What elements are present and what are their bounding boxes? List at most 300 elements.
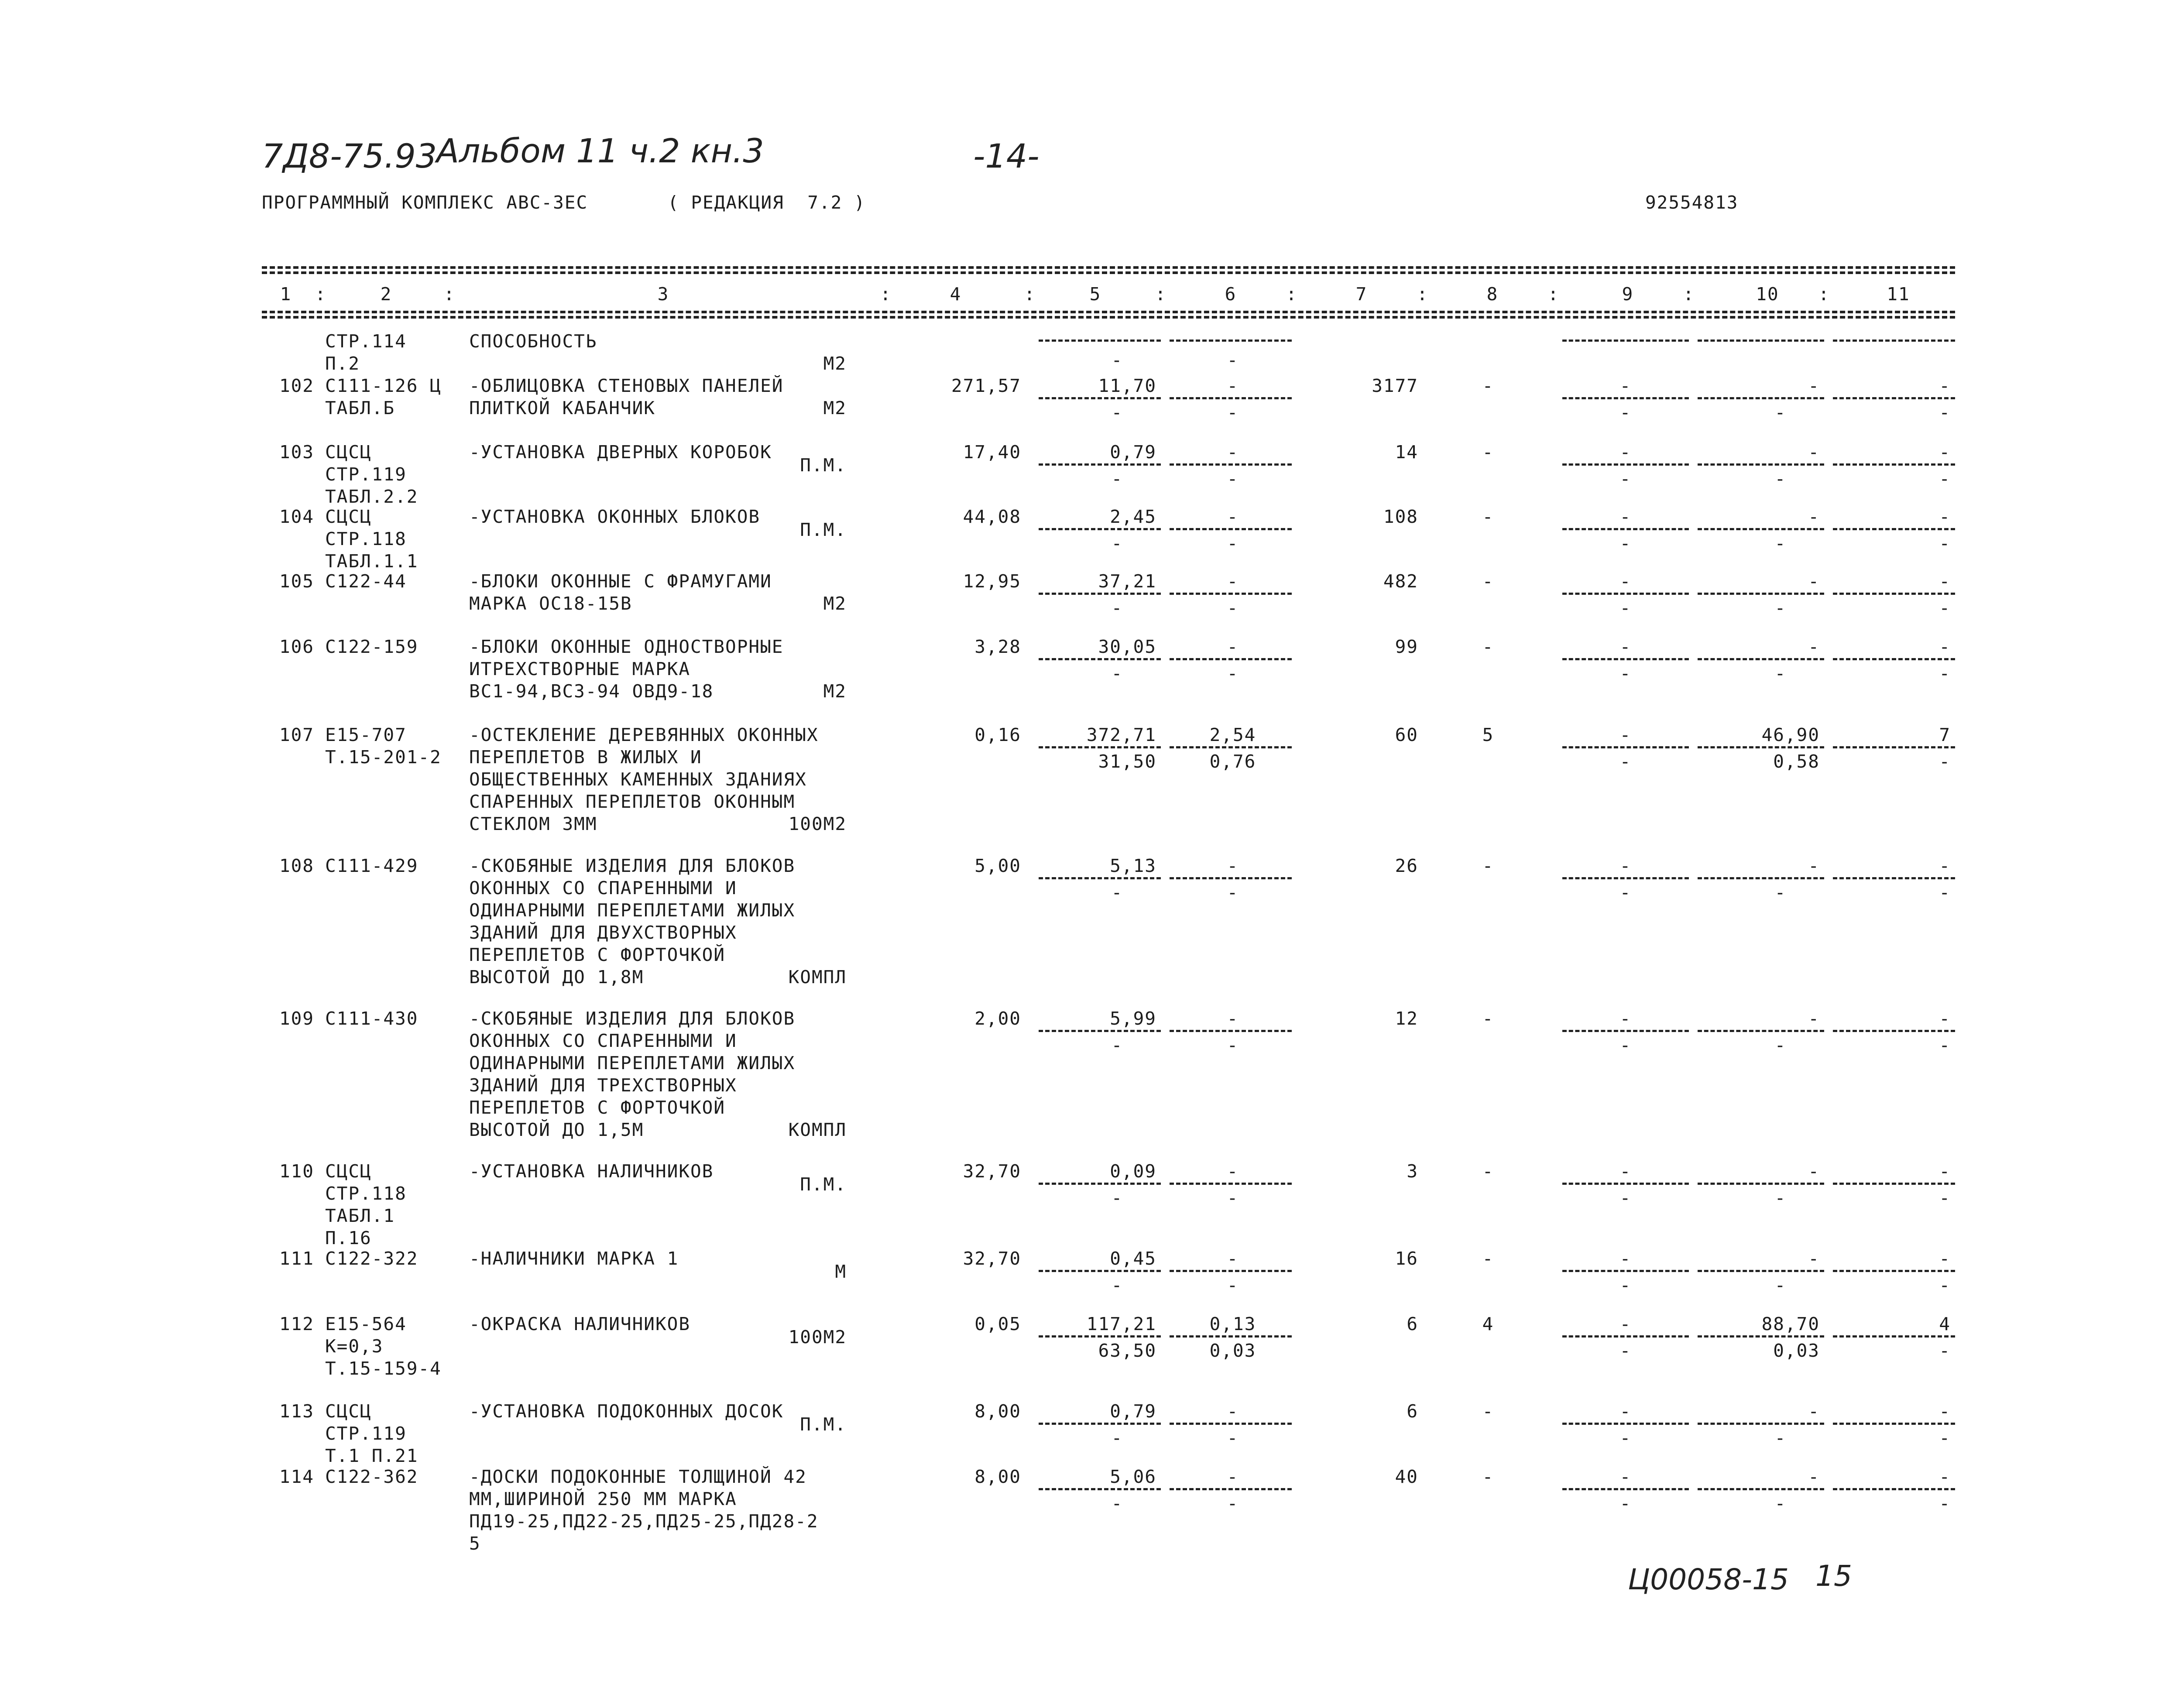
row-col8: 4	[1482, 1314, 1494, 1334]
row-col5-sub: 63,50	[1098, 1340, 1156, 1361]
row-col8: -	[1482, 636, 1494, 657]
row-unit: КОМПЛ	[788, 967, 847, 988]
row-col11-sub: -	[1939, 1275, 1951, 1296]
row-col10: -	[1808, 1008, 1820, 1029]
row-unit: 100М2	[788, 1327, 847, 1348]
row-col7: 3	[1407, 1161, 1418, 1182]
cell-separator	[1833, 658, 1955, 660]
row-col5: 11,70	[1098, 375, 1156, 396]
column-number-3: 3	[657, 284, 669, 305]
row-code: Е15-707	[325, 724, 407, 745]
row-col7: 6	[1407, 1401, 1418, 1422]
row-col6-sub: -	[1227, 468, 1239, 489]
row-col11-sub: -	[1939, 1427, 1951, 1448]
column-separator: :	[1547, 284, 1560, 305]
row-number: 109	[279, 1008, 314, 1029]
row-code: СТР.114	[325, 331, 407, 352]
cell-separator	[1170, 528, 1292, 530]
row-col6: -	[1227, 1401, 1239, 1422]
cell-separator	[1562, 397, 1689, 399]
cell-separator	[1698, 746, 1824, 748]
row-col9: -	[1619, 1008, 1632, 1029]
row-code: СЦСЦ	[325, 1401, 372, 1422]
row-col6: -	[1227, 1161, 1239, 1182]
program-title: ПРОГРАММНЫЙ КОМПЛЕКС АВС-3ЕС	[262, 192, 588, 213]
row-col6-sub: -	[1227, 533, 1239, 554]
row-unit: М2	[823, 593, 847, 614]
row-col11-sub: -	[1939, 882, 1951, 903]
cell-separator	[1170, 1488, 1292, 1490]
row-col10: -	[1808, 571, 1820, 592]
column-number-5: 5	[1089, 284, 1101, 305]
row-description: -УСТАНОВКА ДВЕРНЫХ КОРОБОК	[469, 442, 772, 463]
cell-separator	[1698, 1030, 1824, 1032]
row-col11: -	[1939, 1401, 1951, 1422]
row-col7: 3177	[1372, 375, 1418, 396]
cell-separator	[1698, 593, 1824, 595]
row-col9: -	[1619, 1161, 1632, 1182]
row-unit: 100М2	[788, 813, 847, 834]
row-description: -ОКРАСКА НАЛИЧНИКОВ	[469, 1314, 690, 1334]
row-number: 102	[279, 375, 314, 396]
row-code: Т.1 П.21	[325, 1445, 419, 1466]
cell-separator	[1833, 1488, 1955, 1490]
row-description: -БЛОКИ ОКОННЫЕ ОДНОСТВОРНЫЕ	[469, 636, 784, 657]
document-code: 92554813	[1645, 192, 1739, 213]
row-description: ПЛИТКОЙ КАБАНЧИК	[469, 398, 655, 418]
cell-separator	[1833, 1183, 1955, 1185]
cell-separator	[1170, 1270, 1292, 1272]
column-number-4: 4	[950, 284, 962, 305]
row-col5-sub: -	[1111, 1035, 1123, 1056]
row-col10-sub: -	[1774, 468, 1787, 489]
cell-separator	[1170, 746, 1292, 748]
row-col6-sub: -	[1227, 350, 1239, 370]
row-col8: -	[1482, 442, 1494, 463]
row-col8: -	[1482, 375, 1494, 396]
row-unit: М2	[823, 353, 847, 374]
cell-separator	[1170, 877, 1292, 879]
cell-separator	[1039, 1335, 1161, 1338]
cell-separator	[1039, 746, 1161, 748]
row-col5: 2,45	[1110, 506, 1156, 527]
table-header-rule	[262, 311, 1955, 313]
row-quantity: 8,00	[974, 1466, 1021, 1487]
row-code: С111-430	[325, 1008, 419, 1029]
cell-separator	[1170, 1423, 1292, 1425]
row-col5: 5,13	[1110, 855, 1156, 876]
row-col9-sub: -	[1619, 663, 1632, 684]
row-col7: 16	[1395, 1248, 1418, 1269]
row-quantity: 12,95	[963, 571, 1021, 592]
row-col8: -	[1482, 855, 1494, 876]
row-description: ИТРЕХСТВОРНЫЕ МАРКА	[469, 659, 690, 679]
cell-separator	[1562, 1270, 1689, 1272]
row-code: СТР.118	[325, 528, 407, 549]
column-number-7: 7	[1355, 284, 1368, 305]
row-code: СТР.119	[325, 1423, 407, 1444]
row-col10: -	[1808, 506, 1820, 527]
column-separator: :	[1818, 284, 1830, 305]
row-description: -БЛОКИ ОКОННЫЕ С ФРАМУГАМИ	[469, 571, 772, 592]
table-header-rule-2	[262, 316, 1955, 319]
row-unit: П.М.	[800, 519, 847, 540]
handwritten-sheet-number: 15	[1815, 1559, 1852, 1593]
row-col5-sub: 31,50	[1098, 751, 1156, 772]
row-col10: -	[1808, 636, 1820, 657]
row-col9: -	[1619, 724, 1632, 745]
row-col9-sub: -	[1619, 1275, 1632, 1296]
row-col5-sub: -	[1111, 882, 1123, 903]
row-col10-sub: -	[1774, 663, 1787, 684]
edition-label: ( РЕДАКЦИЯ 7.2 )	[668, 192, 866, 213]
row-code: С122-322	[325, 1248, 419, 1269]
row-col8: -	[1482, 571, 1494, 592]
row-description: 5	[469, 1533, 481, 1554]
cell-separator	[1562, 528, 1689, 530]
row-col9: -	[1619, 442, 1632, 463]
row-code: С111-126 Ц	[325, 375, 442, 396]
cell-separator	[1833, 877, 1955, 879]
column-separator: :	[443, 284, 456, 305]
row-quantity: 5,00	[974, 855, 1021, 876]
row-description: ЗДАНИЙ ДЛЯ ДВУХСТВОРНЫХ	[469, 922, 737, 943]
row-col11-sub: -	[1939, 663, 1951, 684]
row-col6: -	[1227, 506, 1239, 527]
row-col11-sub: -	[1939, 1187, 1951, 1208]
cell-separator	[1833, 1030, 1955, 1032]
row-col5: 5,06	[1110, 1466, 1156, 1487]
row-col8: 5	[1482, 724, 1494, 745]
column-number-6: 6	[1225, 284, 1237, 305]
row-code: ТАБЛ.1	[325, 1205, 395, 1226]
row-number: 103	[279, 442, 314, 463]
row-col6-sub: -	[1227, 597, 1239, 618]
handwritten-page-number: -14-	[973, 137, 1040, 175]
row-col9: -	[1619, 855, 1632, 876]
cell-separator	[1562, 1423, 1689, 1425]
row-number: 111	[279, 1248, 314, 1269]
row-code: П.2	[325, 353, 360, 374]
cell-separator	[1833, 1423, 1955, 1425]
column-number-10: 10	[1756, 284, 1779, 305]
row-col6-sub: 0,03	[1209, 1340, 1256, 1361]
row-col10-sub: -	[1774, 402, 1787, 423]
row-col10: -	[1808, 1401, 1820, 1422]
cell-separator	[1562, 593, 1689, 595]
row-description: ЗДАНИЙ ДЛЯ ТРЕХСТВОРНЫХ	[469, 1075, 737, 1096]
row-col10: 88,70	[1761, 1314, 1820, 1334]
cell-separator	[1039, 528, 1161, 530]
cell-separator	[1039, 463, 1161, 466]
row-col9-sub: -	[1619, 1035, 1632, 1056]
row-col8: -	[1482, 1008, 1494, 1029]
column-separator: :	[1286, 284, 1298, 305]
row-code: СЦСЦ	[325, 442, 372, 463]
row-quantity: 0,05	[974, 1314, 1021, 1334]
row-col5-sub: -	[1111, 1493, 1123, 1514]
column-number-2: 2	[380, 284, 392, 305]
row-col10-sub: -	[1774, 533, 1787, 554]
cell-separator	[1698, 397, 1824, 399]
cell-separator	[1698, 463, 1824, 466]
row-col11: 7	[1939, 724, 1951, 745]
row-col10-sub: 0,58	[1773, 751, 1820, 772]
row-col10-sub: -	[1774, 1427, 1787, 1448]
row-col7: 99	[1395, 636, 1418, 657]
row-code: Т.15-201-2	[325, 747, 442, 768]
row-col11: -	[1939, 571, 1951, 592]
row-col10: -	[1808, 1161, 1820, 1182]
row-col5: 37,21	[1098, 571, 1156, 592]
row-description: МАРКА ОС18-15В	[469, 593, 632, 614]
row-col10-sub: -	[1774, 1275, 1787, 1296]
row-unit: М2	[823, 398, 847, 418]
row-col9-sub: -	[1619, 597, 1632, 618]
row-col9: -	[1619, 375, 1632, 396]
row-description: ВЫСОТОЙ ДО 1,8М	[469, 967, 644, 988]
row-col11-sub: -	[1939, 1035, 1951, 1056]
cell-separator	[1039, 1030, 1161, 1032]
cell-separator	[1833, 528, 1955, 530]
row-description: -ОСТЕКЛЕНИЕ ДЕРЕВЯННЫХ ОКОННЫХ	[469, 724, 819, 745]
row-col9: -	[1619, 1248, 1632, 1269]
row-col8: -	[1482, 1401, 1494, 1422]
row-col6: -	[1227, 375, 1239, 396]
row-col9: -	[1619, 571, 1632, 592]
row-col9-sub: -	[1619, 533, 1632, 554]
row-code: С122-44	[325, 571, 407, 592]
row-col6-sub: -	[1227, 402, 1239, 423]
row-col11: 4	[1939, 1314, 1951, 1334]
cell-separator	[1562, 1488, 1689, 1490]
row-col11: -	[1939, 1008, 1951, 1029]
row-code: С111-429	[325, 855, 419, 876]
row-col5: 5,99	[1110, 1008, 1156, 1029]
cell-separator	[1562, 1030, 1689, 1032]
row-col5-sub: -	[1111, 350, 1123, 370]
column-number-8: 8	[1486, 284, 1499, 305]
row-number: 104	[279, 506, 314, 527]
row-col9-sub: -	[1619, 1340, 1632, 1361]
cell-separator	[1562, 1183, 1689, 1185]
row-description: СПОСОБНОСТЬ	[469, 331, 597, 352]
column-separator: :	[315, 284, 327, 305]
row-description: -УСТАНОВКА ПОДОКОННЫХ ДОСОК	[469, 1401, 784, 1422]
row-col7: 482	[1383, 571, 1418, 592]
row-number: 105	[279, 571, 314, 592]
row-col9: -	[1619, 1401, 1632, 1422]
cell-separator	[1562, 340, 1689, 342]
row-quantity: 2,00	[974, 1008, 1021, 1029]
cell-separator	[1039, 1488, 1161, 1490]
row-col6: -	[1227, 1008, 1239, 1029]
row-col9-sub: -	[1619, 1493, 1632, 1514]
cell-separator	[1170, 658, 1292, 660]
row-col7: 12	[1395, 1008, 1418, 1029]
row-code: СЦСЦ	[325, 1161, 372, 1182]
row-quantity: 44,08	[963, 506, 1021, 527]
row-col9-sub: -	[1619, 1187, 1632, 1208]
row-col11-sub: -	[1939, 468, 1951, 489]
row-col10: -	[1808, 1248, 1820, 1269]
row-description: -УСТАНОВКА ОКОННЫХ БЛОКОВ	[469, 506, 761, 527]
row-col9-sub: -	[1619, 402, 1632, 423]
row-col5: 0,09	[1110, 1161, 1156, 1182]
handwritten-album: Альбом 11 ч.2 кн.3	[436, 131, 764, 170]
row-col5: 0,45	[1110, 1248, 1156, 1269]
cell-separator	[1562, 463, 1689, 466]
row-col9-sub: -	[1619, 1427, 1632, 1448]
row-code: СТР.118	[325, 1183, 407, 1204]
table-top-rule	[262, 266, 1955, 269]
row-col9: -	[1619, 1314, 1632, 1334]
row-col11: -	[1939, 855, 1951, 876]
cell-separator	[1039, 877, 1161, 879]
row-col10-sub: -	[1774, 882, 1787, 903]
row-col9-sub: -	[1619, 468, 1632, 489]
row-code: Е15-564	[325, 1314, 407, 1334]
cell-separator	[1170, 340, 1292, 342]
row-col5-sub: -	[1111, 402, 1123, 423]
row-description: ПЕРЕПЛЕТОВ С ФОРТОЧКОЙ	[469, 1097, 726, 1118]
row-col8: -	[1482, 1161, 1494, 1182]
row-quantity: 3,28	[974, 636, 1021, 657]
table-top-rule-2	[262, 271, 1955, 274]
row-col11: -	[1939, 1466, 1951, 1487]
column-separator: :	[1683, 284, 1695, 305]
row-code: С122-159	[325, 636, 419, 657]
row-description: ПД19-25,ПД22-25,ПД25-25,ПД28-2	[469, 1511, 819, 1532]
row-col11: -	[1939, 442, 1951, 463]
row-number: 107	[279, 724, 314, 745]
cell-separator	[1698, 1335, 1824, 1338]
cell-separator	[1562, 877, 1689, 879]
row-col6: -	[1227, 1248, 1239, 1269]
row-col11: -	[1939, 375, 1951, 396]
row-quantity: 32,70	[963, 1161, 1021, 1182]
row-col6: 2,54	[1209, 724, 1256, 745]
cell-separator	[1039, 340, 1161, 342]
cell-separator	[1039, 1270, 1161, 1272]
column-separator: :	[1417, 284, 1429, 305]
cell-separator	[1698, 528, 1824, 530]
row-description: СПАРЕННЫХ ПЕРЕПЛЕТОВ ОКОННЫМ	[469, 791, 796, 812]
row-col11-sub: -	[1939, 533, 1951, 554]
row-col5: 117,21	[1086, 1314, 1156, 1334]
row-quantity: 271,57	[951, 375, 1021, 396]
column-separator: :	[880, 284, 892, 305]
row-col10: -	[1808, 442, 1820, 463]
row-number: 114	[279, 1466, 314, 1487]
cell-separator	[1170, 1335, 1292, 1338]
column-number-11: 11	[1887, 284, 1910, 305]
column-separator: :	[1024, 284, 1036, 305]
row-col10: 46,90	[1761, 724, 1820, 745]
row-col10-sub: -	[1774, 1035, 1787, 1056]
row-number: 106	[279, 636, 314, 657]
row-col5-sub: -	[1111, 663, 1123, 684]
row-description: ММ,ШИРИНОЙ 250 ММ МАРКА	[469, 1488, 737, 1509]
row-col11: -	[1939, 1161, 1951, 1182]
cell-separator	[1833, 746, 1955, 748]
row-code: Т.15-159-4	[325, 1358, 442, 1379]
row-col5-sub: -	[1111, 468, 1123, 489]
row-description: СТЕКЛОМ 3ММ	[469, 813, 597, 834]
row-col9: -	[1619, 506, 1632, 527]
row-description: -НАЛИЧНИКИ МАРКА 1	[469, 1248, 679, 1269]
row-unit: КОМПЛ	[788, 1119, 847, 1140]
row-col7: 14	[1395, 442, 1418, 463]
cell-separator	[1833, 593, 1955, 595]
cell-separator	[1698, 1270, 1824, 1272]
row-col10: -	[1808, 855, 1820, 876]
row-code: С122-362	[325, 1466, 419, 1487]
row-col11: -	[1939, 636, 1951, 657]
row-col6-sub: -	[1227, 1275, 1239, 1296]
row-code: К=0,3	[325, 1336, 384, 1357]
row-quantity: 0,16	[974, 724, 1021, 745]
row-col6-sub: -	[1227, 1187, 1239, 1208]
row-code: ТАБЛ.2.2	[325, 486, 419, 507]
row-code: СЦСЦ	[325, 506, 372, 527]
row-description: ОДИНАРНЫМИ ПЕРЕПЛЕТАМИ ЖИЛЫХ	[469, 1053, 796, 1074]
row-description: -СКОБЯНЫЕ ИЗДЕЛИЯ ДЛЯ БЛОКОВ	[469, 1008, 796, 1029]
row-col11-sub: -	[1939, 751, 1951, 772]
row-col6-sub: -	[1227, 1427, 1239, 1448]
row-col5-sub: -	[1111, 597, 1123, 618]
cell-separator	[1039, 1183, 1161, 1185]
row-number: 113	[279, 1401, 314, 1422]
cell-separator	[1039, 658, 1161, 660]
row-col6: -	[1227, 1466, 1239, 1487]
row-quantity: 17,40	[963, 442, 1021, 463]
cell-separator	[1698, 340, 1824, 342]
cell-separator	[1698, 1423, 1824, 1425]
row-number: 108	[279, 855, 314, 876]
row-number: 110	[279, 1161, 314, 1182]
row-unit: М	[835, 1261, 847, 1282]
row-col11: -	[1939, 1248, 1951, 1269]
row-col5: 372,71	[1086, 724, 1156, 745]
cell-separator	[1562, 658, 1689, 660]
row-col10-sub: -	[1774, 597, 1787, 618]
row-col6-sub: -	[1227, 1493, 1239, 1514]
row-description: ОДИНАРНЫМИ ПЕРЕПЛЕТАМИ ЖИЛЫХ	[469, 900, 796, 921]
cell-separator	[1833, 1270, 1955, 1272]
cell-separator	[1698, 877, 1824, 879]
row-col8: -	[1482, 1466, 1494, 1487]
handwritten-footer-code: Ц00058-15	[1628, 1563, 1789, 1596]
row-description: -СКОБЯНЫЕ ИЗДЕЛИЯ ДЛЯ БЛОКОВ	[469, 855, 796, 876]
row-code: П.16	[325, 1228, 372, 1248]
row-description: ПЕРЕПЛЕТОВ С ФОРТОЧКОЙ	[469, 944, 726, 965]
row-unit: П.М.	[800, 455, 847, 476]
row-col6: -	[1227, 855, 1239, 876]
row-col9: -	[1619, 1466, 1632, 1487]
cell-separator	[1833, 1335, 1955, 1338]
row-code: ТАБЛ.Б	[325, 398, 395, 418]
cell-separator	[1698, 658, 1824, 660]
cell-separator	[1170, 463, 1292, 466]
row-col11-sub: -	[1939, 1493, 1951, 1514]
row-col6-sub: -	[1227, 1035, 1239, 1056]
row-col6: -	[1227, 636, 1239, 657]
cell-separator	[1698, 1488, 1824, 1490]
cell-separator	[1833, 340, 1955, 342]
row-col10: -	[1808, 375, 1820, 396]
row-quantity: 32,70	[963, 1248, 1021, 1269]
